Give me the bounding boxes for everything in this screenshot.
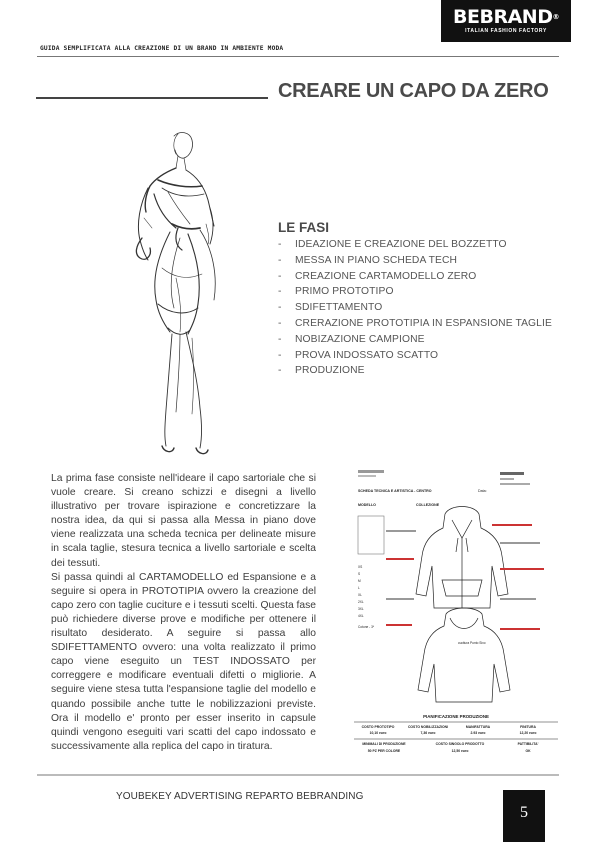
bullet-dash: - bbox=[278, 349, 282, 361]
svg-text:M: M bbox=[358, 579, 361, 583]
svg-text:S: S bbox=[358, 572, 361, 576]
svg-text:50 PZ PER COLORE: 50 PZ PER COLORE bbox=[367, 749, 401, 753]
technical-sheet-image bbox=[350, 468, 562, 758]
running-head: GUIDA SEMPLIFICATA ALLA CREAZIONE DI UN BRAND IN AMBIENTE MODA bbox=[40, 45, 284, 52]
list-item: - PRODUZIONE bbox=[278, 363, 552, 379]
list-item: - MESSA IN PIANO SCHEDA TECH bbox=[278, 253, 552, 269]
svg-text:2.93 euro: 2.93 euro bbox=[470, 731, 486, 735]
footer-divider bbox=[37, 774, 559, 776]
hoodie-front-drawing bbox=[416, 507, 508, 609]
svg-text:MANIFATTURA: MANIFATTURA bbox=[465, 725, 491, 729]
sheet-annotation bbox=[500, 598, 536, 600]
production-cost-row bbox=[362, 725, 537, 735]
list-item: - PROVA INDOSSATO SCATTO bbox=[278, 348, 552, 364]
sheet-scribble bbox=[358, 475, 376, 477]
svg-text:COSTO SINGOLO PRODOTTO: COSTO SINGOLO PRODOTTO bbox=[435, 742, 485, 746]
color-swatch bbox=[358, 516, 384, 554]
bullet-dash: - bbox=[278, 333, 282, 345]
bullet-dash: - bbox=[278, 270, 282, 282]
bullet-dash: - bbox=[278, 365, 282, 377]
hoodie-back-drawing bbox=[418, 608, 510, 702]
svg-text:FINITURA: FINITURA bbox=[520, 725, 536, 729]
page-number: 5 bbox=[503, 790, 545, 842]
svg-text:COSTO NOBILIZZAZIONI: COSTO NOBILIZZAZIONI bbox=[407, 725, 449, 729]
svg-text:3XL: 3XL bbox=[358, 607, 364, 611]
bullet-dash: - bbox=[278, 254, 282, 266]
svg-text:COSTO PROTOTIPO: COSTO PROTOTIPO bbox=[361, 725, 395, 729]
sheet-annotation bbox=[386, 530, 416, 532]
sheet-scribble bbox=[500, 483, 530, 485]
svg-text:XS: XS bbox=[358, 565, 363, 569]
sheet-scribble bbox=[500, 478, 514, 480]
svg-text:XL: XL bbox=[358, 593, 362, 597]
bullet-dash: - bbox=[278, 317, 282, 329]
svg-text:L: L bbox=[358, 586, 360, 590]
list-item: - IDEAZIONE E CREAZIONE DEL BOZZETTO bbox=[278, 237, 552, 253]
sheet-annotation bbox=[386, 558, 414, 560]
body-paragraph-1: La prima fase consiste nell'ideare il capo sartoriale che si vuole creare. Si creano schizzi e disegni a livello illustrativo per trovare ispirazione e concretizzare la nostra idea, da qui si passa alla Messa in piano dove viene realizzata una scheda tecnica per delineate misure in scala taglie, stesura tecnica a livello sartoriale e scelta dei tessuti. bbox=[51, 473, 316, 569]
title-rule bbox=[36, 97, 268, 99]
sheet-header-date: Data: bbox=[478, 489, 487, 493]
phases-heading: LE FASI bbox=[278, 220, 330, 235]
production-minimum-row bbox=[362, 742, 538, 753]
svg-text:4XL: 4XL bbox=[358, 614, 364, 618]
logo-text: BEBRAND bbox=[453, 6, 553, 28]
sheet-collection-label: COLLEZIONE bbox=[416, 503, 440, 507]
sheet-header-left: SCHEDA TECNICA E ARTISTICA - CENTRO bbox=[358, 489, 432, 493]
svg-text:PATTIBILITA': PATTIBILITA' bbox=[517, 742, 539, 746]
footer-text: YOUBEKEY ADVERTISING REPARTO BEBRANDING bbox=[116, 791, 364, 802]
body-text bbox=[51, 472, 316, 754]
sheet-annotation bbox=[500, 542, 540, 544]
sheet-annotation bbox=[492, 524, 532, 526]
svg-text:MINIMALI DI PRODUZIONE: MINIMALI DI PRODUZIONE bbox=[362, 742, 406, 746]
sheet-annotation bbox=[386, 598, 414, 600]
logo-tagline: ITALIAN FASHION FACTORY bbox=[465, 28, 547, 34]
bullet-dash: - bbox=[278, 286, 282, 298]
phases-section bbox=[278, 220, 552, 379]
fashion-sketch-illustration bbox=[118, 128, 258, 458]
list-item: - CRERAZIONE PROTOTIPIA IN ESPANSIONE TAGLIE bbox=[278, 316, 552, 332]
svg-text:7,36 euro: 7,36 euro bbox=[420, 731, 436, 735]
svg-text:OK: OK bbox=[525, 749, 531, 753]
page-title: CREARE UN CAPO DA ZERO bbox=[278, 80, 549, 102]
registered-mark: ® bbox=[552, 13, 559, 21]
svg-text:2XL: 2XL bbox=[358, 600, 364, 604]
sheet-annotation bbox=[500, 568, 544, 570]
sheet-scribble bbox=[500, 472, 524, 475]
svg-text:12,50 euro: 12,50 euro bbox=[451, 749, 469, 753]
svg-text:12,20 euro: 12,20 euro bbox=[519, 731, 537, 735]
list-item: - PRIMO PROTOTIPO bbox=[278, 284, 552, 300]
brand-logo bbox=[441, 0, 571, 42]
sheet-scribble bbox=[358, 470, 384, 473]
sheet-annotation bbox=[500, 628, 540, 630]
phases-list bbox=[278, 237, 552, 379]
bullet-dash: - bbox=[278, 302, 282, 314]
sheet-model-label: MODELLO bbox=[358, 503, 376, 507]
sheet-fabric: Cotone - 3* bbox=[358, 625, 375, 629]
body-paragraph-2: Si passa quindi al CARTAMODELLO ed Espansione e a seguire si opera in PROTOTIPIA ovvero la creazione del capo zero con taglie cuciture e i tessuti scelti. Questa fase può richiedere diverse prove e modifiche per ottenere il risultato desiderato. A seguire si passa allo SDIFETTAMENTO ovvero: una volta realizzato il primo capo viene eseguito un TEST INDOSSATO per correggere e modificare eventuali difetti o migliorie. A seguire viene stesa tutta l'espansione taglie del modello e quando possibile anche tutte le nobilizzazioni previste. Ora il modello e' pronto per esser inserito in capsule quindi vengono eseguiti vari scatti del capo indossato e successivamente alla replica del capo in tiratura. bbox=[51, 571, 316, 752]
sheet-stitch-note: cucitura Punto Sixo bbox=[458, 641, 486, 645]
production-table-title: PIANIFICAZIONE PRODUZIONE bbox=[423, 714, 489, 719]
size-table bbox=[358, 565, 364, 618]
list-item: - NOBIZAZIONE CAMPIONE bbox=[278, 332, 552, 348]
sheet-annotation bbox=[386, 624, 412, 626]
svg-text:10,10 euro: 10,10 euro bbox=[369, 731, 387, 735]
list-item: - CREAZIONE CARTAMODELLO ZERO bbox=[278, 269, 552, 285]
header-divider bbox=[37, 56, 559, 57]
list-item: - SDIFETTAMENTO bbox=[278, 300, 552, 316]
bullet-dash: - bbox=[278, 239, 282, 250]
